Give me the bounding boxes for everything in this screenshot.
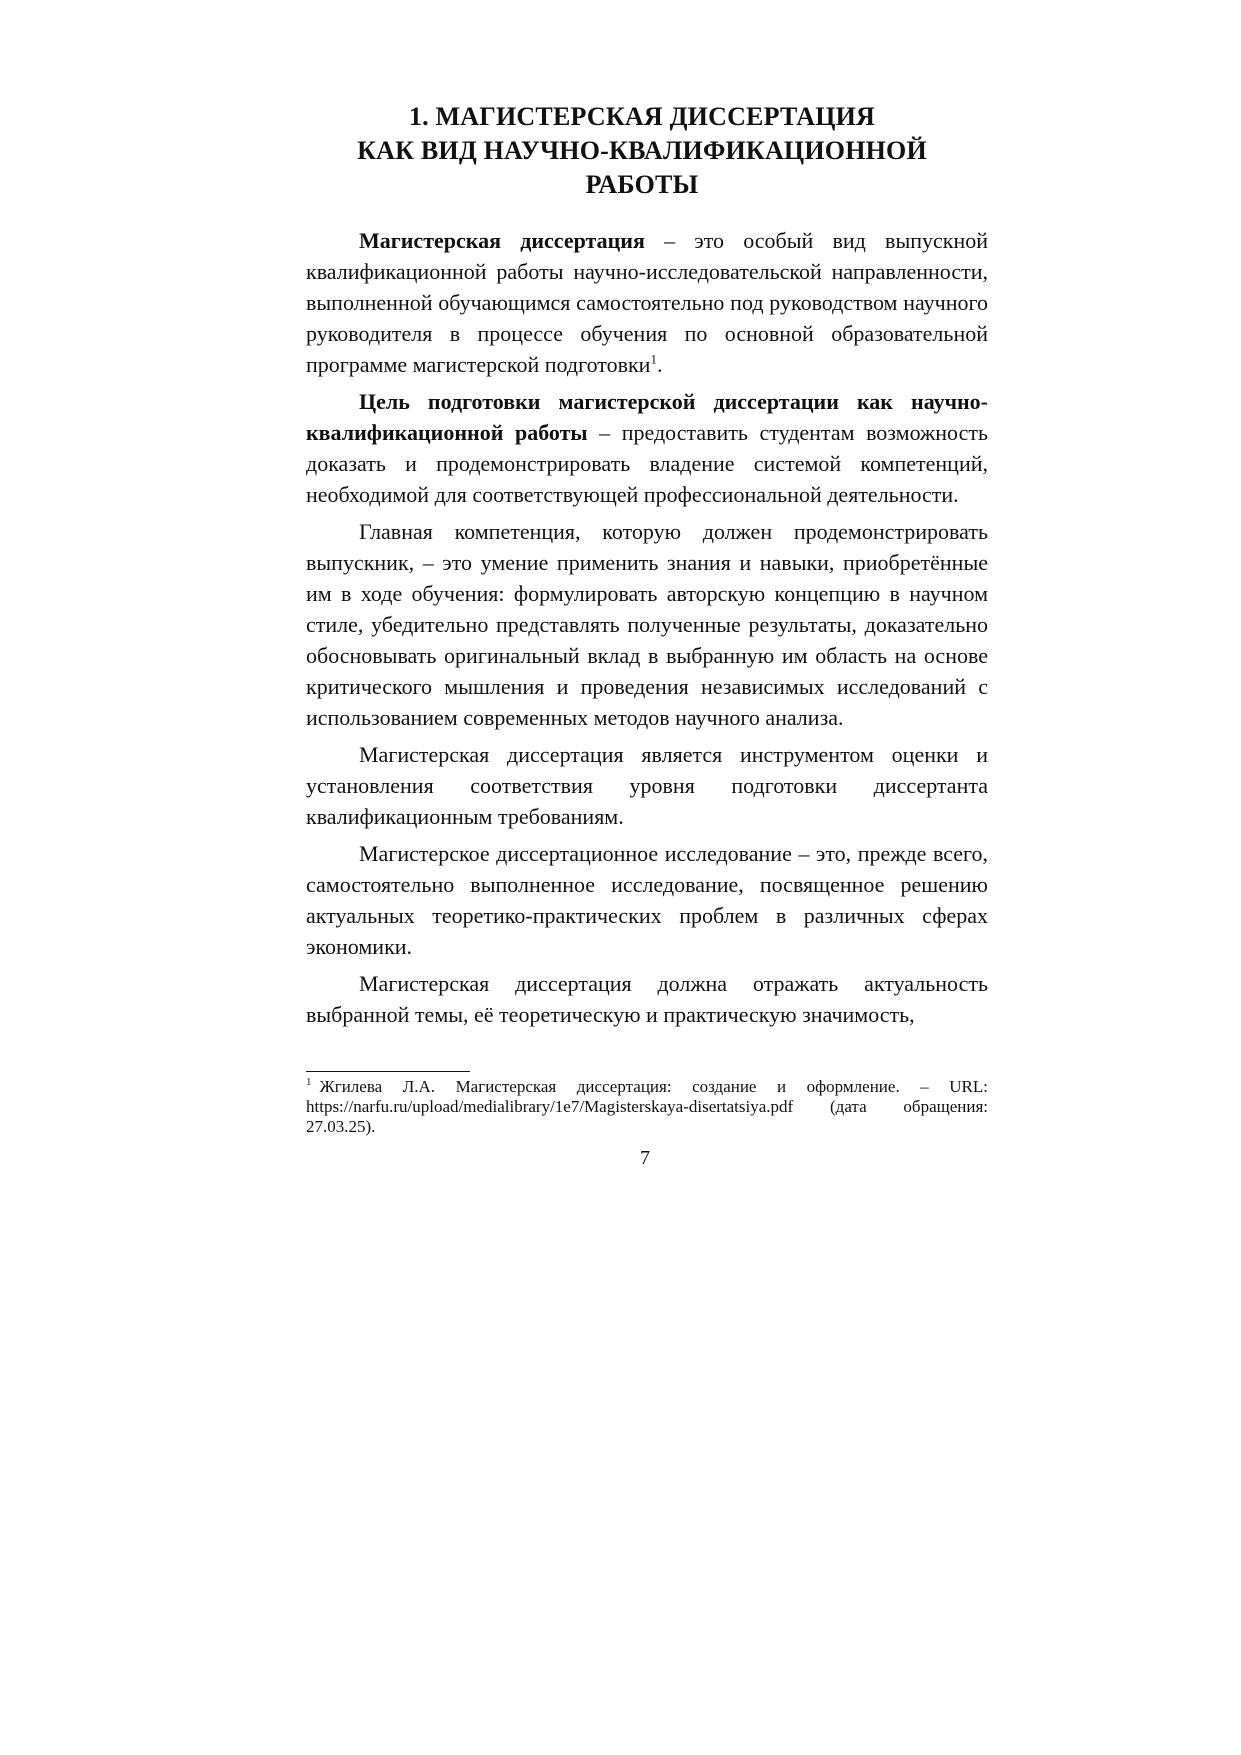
paragraph-text: – это особый вид выпускной квалификационной работы научно-исследовательской направленности, выполненной обучающимся самостоятельно под руководством научного руководителя в процессе обучения по основной образовательной программе магистерской подготовки [306,228,988,377]
term-goal: Цель подготовки магистерской диссертации как научно-квалификационной работы [306,389,988,445]
paragraph-main-competence: Главная компетенция, которую должен продемонстрировать выпускник, – это умение применить знания и навыки, приобретённые им в ходе обучения: формулировать авторскую концепцию в научном стиле, убедительно представлять полученные результаты, доказательно обосновывать оригинальный вклад в выбранную им область на основе критического мышления и проведения независимых исследований с использованием современных методов научного анализа. [306,519,988,730]
chapter-title-line-3: РАБОТЫ [585,170,699,199]
paragraph-text: – предоставить студентам возможность доказать и продемонстрировать владение системой компетенций, необходимой для соответствующей профессиональной деятельности. [306,420,988,507]
footnote-marker: 1 [306,1076,312,1089]
page-number: 7 [640,1147,650,1169]
paragraph-relevance: Магистерская диссертация должна отражать актуальность выбранной темы, её теоретическую и практическую значимость, [306,971,988,1027]
paragraph-research: Магистерское диссертационное исследование – это, прежде всего, самостоятельно выполненное исследование, посвященное решению актуальных теоретико-практических проблем в различных сферах экономики. [306,841,988,959]
paragraph-assessment-tool: Магистерская диссертация является инструментом оценки и установления соответствия уровня подготовки диссертанта квалификационным требованиям. [306,742,988,829]
chapter-title-line-2: КАК ВИД НАУЧНО-КВАЛИФИКАЦИОННОЙ [357,136,927,165]
footnote-text: Жгилева Л.А. Магистерская диссертация: создание и оформление. – URL: https://narfu.ru/upload/medialibrary/1e7/Magisterskaya-disertatsiya.pdf (дата обращения: 27.03.25). [306,1077,988,1136]
term-master-thesis: Магистерская диссертация [359,228,645,253]
paragraph-definition [306,225,988,380]
paragraph-goal [306,386,988,510]
body-text [306,225,988,1036]
paragraph-end: . [656,352,663,377]
footnote-separator [306,1071,470,1072]
chapter-title [300,100,984,202]
footnote [306,1077,988,1137]
footnote-reference[interactable]: 1 [650,351,657,367]
chapter-title-line-1: 1. МАГИСТЕРСКАЯ ДИССЕРТАЦИЯ [408,102,876,131]
